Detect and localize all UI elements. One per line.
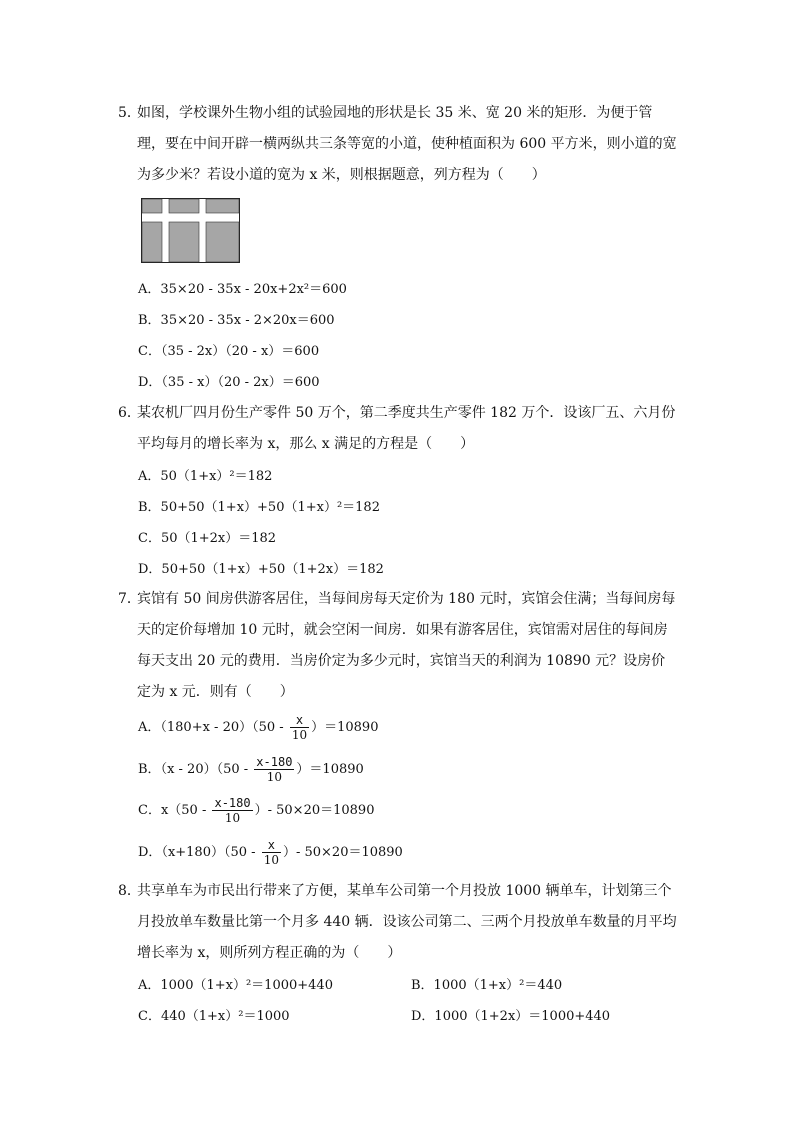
garden-figure xyxy=(141,198,241,264)
question-number: 6． xyxy=(118,405,141,421)
option-d[interactable]: D．（x+180）（50 - $\frac{x}{10}$ ）- 50×20＝10890 xyxy=(138,838,403,867)
question-text: 如图，学校课外生物小组的试验园地的形状是长 35 米、宽 20 米的矩形．为便于管理，要在中间开辟一横两纵共三条等宽的小道，使种植面积为 600 平方米，则小道的宽为多少米？若设小道的宽为 x 米，则根据题意，列方程为（ ） xyxy=(137,105,677,183)
option-c[interactable]: C．440（1+x）²＝1000 xyxy=(138,1009,290,1024)
plot-top-left xyxy=(142,199,162,213)
fraction: $\frac{x-180}{10}$ xyxy=(214,796,251,825)
fraction: $\frac{x}{10}$ xyxy=(291,713,308,742)
question-7 xyxy=(118,584,678,708)
question-text: 宾馆有 50 间房供游客居住，当每间房每天定价为 180 元时，宾馆会住满；当每间房每天的定价每增加 10 元时，就会空闲一间房．如果有游客居住，宾馆需对居住的每间房每天支出 20 元的费用．当房价定为多少元时，宾馆当天的利润为 10890 元？设房价定为 x 元．则有（ ） xyxy=(137,591,676,700)
question-text: 某农机厂四月份生产零件 50 万个，第二季度共生产零件 182 万个．设该厂五、六月份平均每月的增长率为 x，那么 x 满足的方程是（ ） xyxy=(137,405,676,452)
plot-bottom-left xyxy=(142,222,162,262)
question-number: 8． xyxy=(118,883,141,899)
option-a[interactable]: A．（180+x - 20）（50 - $\frac{x}{10}$ ）＝10890 xyxy=(138,713,379,742)
question-text: 共享单车为市民出行带来了方便，某单车公司第一个月投放 1000 辆单车，计划第三个月投放单车数量比第一个月多 440 辆．设该公司第二、三两个月投放单车数量的月平均增长率为 x，则所列方程正确的为（ ） xyxy=(137,883,677,961)
option-c[interactable]: C．（35 - 2x）（20 - x）＝600 xyxy=(138,344,320,359)
option-b[interactable]: B．35×20 - 35x - 2×20x＝600 xyxy=(138,313,335,328)
option-d[interactable]: D．1000（1+2x）＝1000+440 xyxy=(411,1009,611,1024)
option-d[interactable]: D．（35 - x）（20 - 2x）＝600 xyxy=(138,375,320,390)
question-number: 7． xyxy=(118,591,141,607)
option-b[interactable]: B．50+50（1+x）+50（1+x）²＝182 xyxy=(138,500,380,515)
question-number: 5． xyxy=(118,105,141,121)
option-b[interactable]: B．（x - 20）（50 - $\frac{x-180}{10}$ ）＝10890 xyxy=(138,755,364,784)
option-a[interactable]: A．35×20 - 35x - 20x+2x²＝600 xyxy=(138,282,347,297)
plot-bottom-right xyxy=(206,222,239,262)
question-5 xyxy=(118,98,678,191)
question-8 xyxy=(118,876,678,969)
option-a[interactable]: A．50（1+x）²＝182 xyxy=(138,469,273,484)
option-b[interactable]: B．1000（1+x）²＝440 xyxy=(411,978,563,993)
plot-top-middle xyxy=(169,199,199,213)
plot-bottom-middle xyxy=(169,222,199,262)
fraction: $\frac{x-180}{10}$ xyxy=(256,755,293,784)
option-c[interactable]: C．50（1+2x）＝182 xyxy=(138,531,277,546)
option-a[interactable]: A．1000（1+x）²＝1000+440 xyxy=(138,978,333,993)
fraction: $\frac{x}{10}$ xyxy=(263,838,279,867)
option-c[interactable]: C．x（50 - $\frac{x-180}{10}$ ）- 50×20＝10890 xyxy=(138,796,375,825)
question-6 xyxy=(118,398,678,460)
option-d[interactable]: D．50+50（1+x）+50（1+2x）＝182 xyxy=(138,562,384,577)
plot-top-right xyxy=(206,199,239,213)
